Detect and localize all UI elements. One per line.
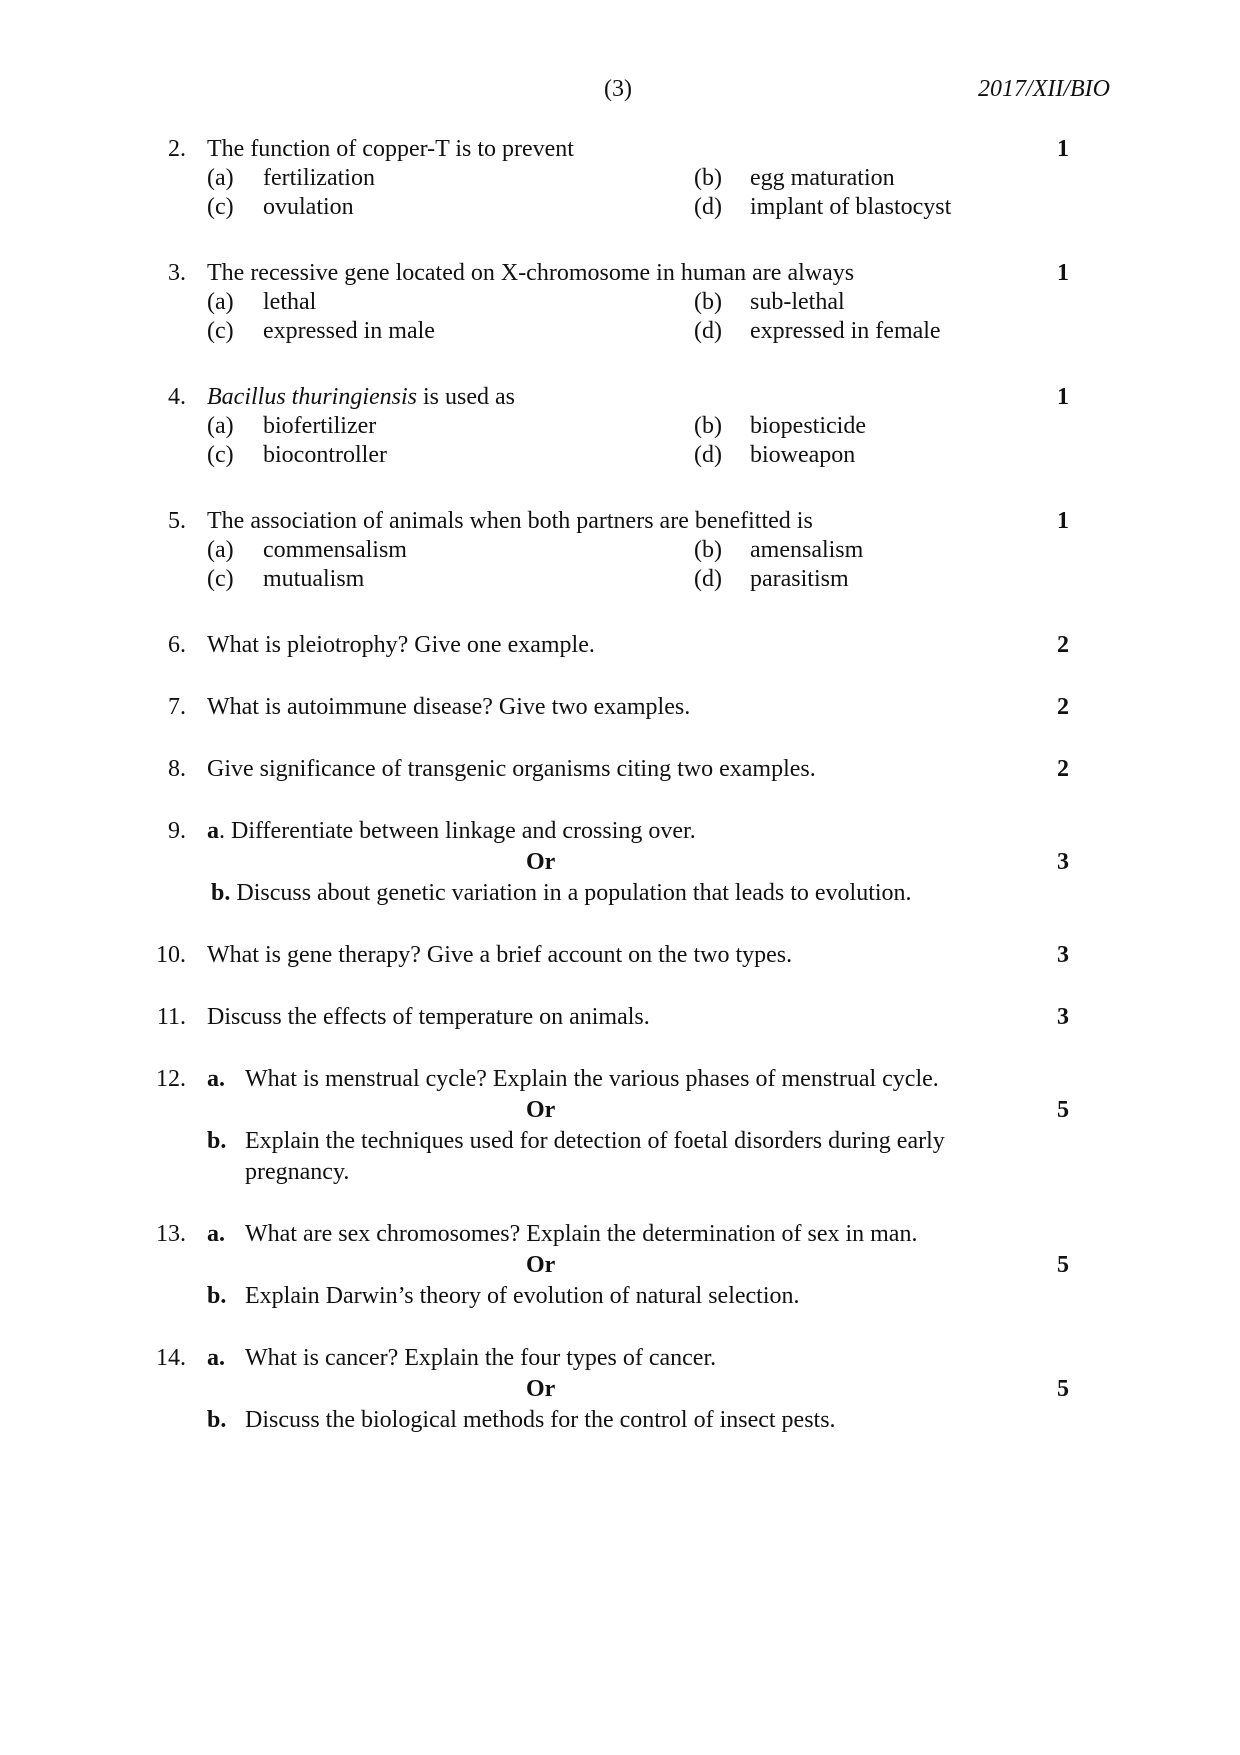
option-b: (b) sub-lethal — [694, 289, 845, 315]
paper-code: 2017/XII/BIO — [978, 76, 1110, 102]
option-c: (c) mutualism — [207, 566, 365, 592]
option-b: (b) amensalism — [694, 537, 864, 563]
question-number: 11. — [156, 1004, 186, 1030]
question-marks: 3 — [1057, 942, 1069, 968]
question-stem: Give significance of transgenic organisms citing two examples. — [207, 756, 816, 782]
question-number: 13. — [156, 1221, 186, 1247]
question-marks: 1 — [1057, 136, 1069, 162]
question-stem: The function of copper-T is to prevent — [207, 136, 574, 162]
part-b-continued: pregnancy. — [245, 1159, 350, 1185]
part-b: b. Discuss about genetic variation in a population that leads to evolution. — [211, 880, 912, 906]
question-marks: 1 — [1057, 508, 1069, 534]
question-stem: What is autoimmune disease? Give two examples. — [207, 694, 691, 720]
question-stem: Discuss the effects of temperature on animals. — [207, 1004, 650, 1030]
option-d: (d) parasitism — [694, 566, 849, 592]
question-marks: 2 — [1057, 756, 1069, 782]
question-stem: What is pleiotrophy? Give one example. — [207, 632, 595, 658]
option-b: (b) biopesticide — [694, 413, 866, 439]
option-a: (a) lethal — [207, 289, 317, 315]
part-b: b. Explain Darwin’s theory of evolution of natural selection. — [207, 1283, 800, 1309]
question-number: 5. — [168, 508, 186, 534]
option-a: (a) fertilization — [207, 165, 375, 191]
question-marks: 5 — [1057, 1252, 1069, 1278]
question-marks: 5 — [1057, 1376, 1069, 1402]
question-marks: 3 — [1057, 1004, 1069, 1030]
option-c: (c) biocontroller — [207, 442, 387, 468]
question-number: 12. — [156, 1066, 186, 1092]
option-b: (b) egg maturation — [694, 165, 895, 191]
option-c: (c) expressed in male — [207, 318, 435, 344]
part-a: a. What is cancer? Explain the four types of cancer. — [207, 1345, 717, 1371]
question-marks: 1 — [1057, 260, 1069, 286]
page-number: (3) — [604, 76, 632, 102]
question-stem: What is gene therapy? Give a brief account on the two types. — [207, 942, 793, 968]
question-number: 7. — [168, 694, 186, 720]
question-number: 2. — [168, 136, 186, 162]
question-number: 9. — [168, 818, 186, 844]
option-d: (d) implant of blastocyst — [694, 194, 952, 220]
question-marks: 1 — [1057, 384, 1069, 410]
part-a: a. What is menstrual cycle? Explain the various phases of menstrual cycle. — [207, 1066, 939, 1092]
question-marks: 2 — [1057, 632, 1069, 658]
part-b: b. Discuss the biological methods for the control of insect pests. — [207, 1407, 836, 1433]
question-marks: 3 — [1057, 849, 1069, 875]
question-number: 6. — [168, 632, 186, 658]
option-d: (d) bioweapon — [694, 442, 856, 468]
part-a: a. Differentiate between linkage and crossing over. — [207, 818, 696, 844]
part-a: a. What are sex chromosomes? Explain the determination of sex in man. — [207, 1221, 918, 1247]
part-b: b. Explain the techniques used for detection of foetal disorders during early — [207, 1128, 945, 1154]
question-number: 8. — [168, 756, 186, 782]
page-header — [0, 74, 1240, 108]
or-separator: Or — [526, 1252, 556, 1278]
question-stem: The association of animals when both partners are benefitted is — [207, 508, 813, 534]
question-stem: The recessive gene located on X-chromosome in human are always — [207, 260, 855, 286]
question-number: 14. — [156, 1345, 186, 1371]
question-number: 10. — [156, 942, 186, 968]
question-number: 3. — [168, 260, 186, 286]
option-d: (d) expressed in female — [694, 318, 941, 344]
option-c: (c) ovulation — [207, 194, 354, 220]
or-separator: Or — [526, 1097, 556, 1123]
question-number: 4. — [168, 384, 186, 410]
question-stem: Bacillus thuringiensis is used as — [207, 384, 515, 410]
or-separator: Or — [526, 1376, 556, 1402]
or-separator: Or — [526, 849, 556, 875]
question-marks: 5 — [1057, 1097, 1069, 1123]
option-a: (a) biofertilizer — [207, 413, 377, 439]
option-a: (a) commensalism — [207, 537, 407, 563]
question-marks: 2 — [1057, 694, 1069, 720]
